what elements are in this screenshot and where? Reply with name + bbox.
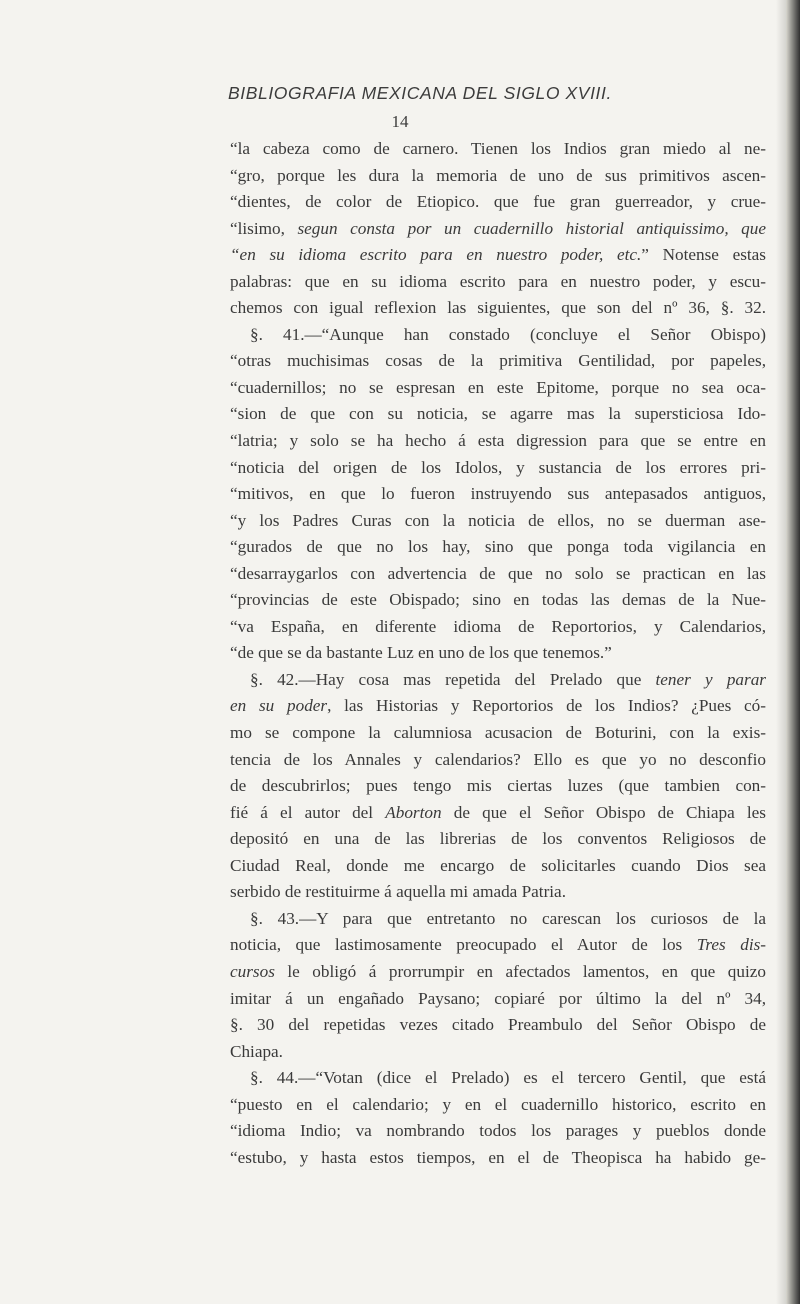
italic-text: Aborton: [385, 802, 442, 822]
text-segment: §. 41.—“Aunque han constado (concluye el Señor Obispo): [250, 324, 766, 344]
text-segment: “latria; y solo se ha hecho á esta digression para que se entre en: [230, 431, 766, 451]
text-segment: ” Notense estas: [641, 245, 766, 265]
text-segment: de que el Señor Obispo de Chiapa les: [441, 802, 766, 822]
page-number: 14: [391, 112, 409, 131]
text-line: [230, 136, 766, 163]
text-segment: “estubo, y hasta estos tiempos, en el de Theopisca ha habido ge-: [230, 1147, 766, 1167]
text-segment: “idioma Indio; va nombrando todos los parages y pueblos donde: [230, 1121, 766, 1141]
text-segment: “dientes, de color de Etiopico. que fue gran guerreador, y crue-: [230, 192, 766, 212]
text-segment: §. 30 del repetidas vezes citado Preambulo del Señor Obispo de: [230, 1015, 766, 1035]
text-line: [230, 322, 766, 349]
text-line: [230, 986, 766, 1013]
text-line: [230, 1118, 766, 1145]
text-line: [230, 959, 766, 986]
text-segment: “mitivos, en que lo fueron instruyendo sus antepasados antiguos,: [230, 484, 766, 504]
text-segment: noticia, que lastimosamente preocupado el Autor de los: [230, 935, 697, 955]
text-line: [230, 401, 766, 428]
text-segment: “puesto en el calendario; y en el cuadernillo historico, escrito en: [230, 1094, 766, 1114]
text-segment: fié á el autor del: [230, 802, 386, 822]
text-segment: “sion de que con su noticia, se agarre mas la supersticiosa Ido-: [230, 404, 766, 424]
text-line: [230, 1092, 766, 1119]
text-segment: mo se compone la calumniosa acusacion de Boturini, con la exis-: [230, 723, 766, 743]
text-segment: “otras muchisimas cosas de la primitiva Gentilidad, por papeles,: [230, 351, 766, 371]
text-line: [230, 747, 766, 774]
text-segment: tencia de los Annales y calendarios? Ello es que yo no desconfio: [230, 749, 766, 769]
text-line: [230, 348, 766, 375]
text-line: [230, 375, 766, 402]
text-segment: §. 44.—“Votan (dice el Prelado) es el tercero Gentil, que está: [250, 1068, 766, 1088]
text-segment: “la cabeza como de carnero. Tienen los Indios gran miedo al ne-: [230, 139, 766, 158]
text-segment: “y los Padres Curas con la noticia de ellos, no se duerman ase-: [230, 510, 766, 530]
text-line: [230, 906, 766, 933]
text-segment: “va España, en diferente idioma de Reportorios, y Calendarios,: [230, 616, 766, 636]
text-line: [230, 534, 766, 561]
italic-text: segun consta por un cuadernillo historial antiquissimo, que: [297, 218, 766, 238]
text-line: [230, 242, 766, 269]
text-line: [230, 773, 766, 800]
text-segment: “gro, porque les dura la memoria de uno de sus primitivos ascen-: [230, 165, 766, 185]
text-line: [230, 693, 766, 720]
text-line: [230, 295, 766, 322]
text-line: [230, 826, 766, 853]
text-segment: “gurados de que no los hay, sino que ponga toda vigilancia en: [230, 537, 766, 557]
text-segment: chemos con igual reflexion las siguientes, que son del nº 36, §. 32.: [230, 298, 766, 318]
text-segment: le obligó á prorrumpir en afectados lamentos, en que quizo: [274, 961, 766, 981]
text-line: [230, 932, 766, 959]
text-line: [230, 163, 766, 190]
text-segment: Chiapa.: [230, 1041, 283, 1061]
text-line: [230, 481, 766, 508]
text-line: [230, 667, 766, 694]
text-line: [230, 720, 766, 747]
text-segment: “cuadernillos; no se espresan en este Epitome, porque no sea oca-: [230, 377, 766, 397]
italic-text: Tres dis-: [696, 935, 767, 955]
italic-text: “en su idioma escrito para en nuestro poder, etc.: [230, 245, 642, 265]
text-line: [230, 189, 766, 216]
text-line: [230, 879, 766, 906]
italic-text: cursos: [230, 961, 275, 981]
text-segment: palabras: que en su idioma escrito para en nuestro poder, y escu-: [230, 271, 766, 291]
text-line: [230, 508, 766, 535]
text-line: [230, 587, 766, 614]
text-segment: imitar á un engañado Paysano; copiaré por último la del nº 34,: [230, 988, 766, 1008]
text-line: [230, 216, 766, 243]
text-segment: de descubrirlos; pues tengo mis ciertas luzes (que tambien con-: [230, 776, 766, 796]
text-segment: “desarraygarlos con advertencia de que no solo se practican en las: [230, 563, 766, 583]
text-line: [230, 1065, 766, 1092]
text-segment: “noticia del origen de los Idolos, y sustancia de los errores pri-: [230, 457, 766, 477]
text-segment: Ciudad Real, donde me encargo de solicitarles cuando Dios sea: [230, 855, 766, 875]
text-segment: “de que se da bastante Luz en uno de los que tenemos.”: [230, 643, 612, 663]
text-line: [230, 455, 766, 482]
text-line: [230, 800, 766, 827]
text-line: [230, 428, 766, 455]
body-text: [230, 136, 766, 1171]
text-segment: “lisimo,: [230, 218, 298, 238]
text-line: [230, 269, 766, 296]
text-segment: §. 42.—Hay cosa mas repetida del Prelado que: [250, 669, 656, 689]
text-segment: “provincias de este Obispado; sino en todas las demas de la Nue-: [230, 590, 766, 610]
italic-text: en su poder: [230, 696, 328, 716]
text-segment: §. 43.—Y para que entretanto no carescan los curiosos de la: [250, 908, 766, 928]
text-line: [230, 1039, 766, 1066]
text-segment: serbido de restituirme á aquella mi amada Patria.: [230, 882, 566, 902]
text-segment: depositó en una de las librerias de los conventos Religiosos de: [230, 829, 766, 849]
running-header: BIBLIOGRAFIA MEXICANA DEL SIGLO XVIII.: [228, 83, 612, 103]
italic-text: tener y parar: [655, 669, 766, 689]
book-spine-edge: [786, 0, 800, 1304]
text-line: [230, 1145, 766, 1172]
text-segment: , las Historias y Reportorios de los Indios? ¿Pues có-: [327, 696, 766, 716]
text-line: [230, 1012, 766, 1039]
text-line: [230, 614, 766, 641]
text-line: [230, 640, 766, 667]
text-line: [230, 853, 766, 880]
text-line: [230, 561, 766, 588]
page-edge-shadow: [776, 0, 786, 1304]
